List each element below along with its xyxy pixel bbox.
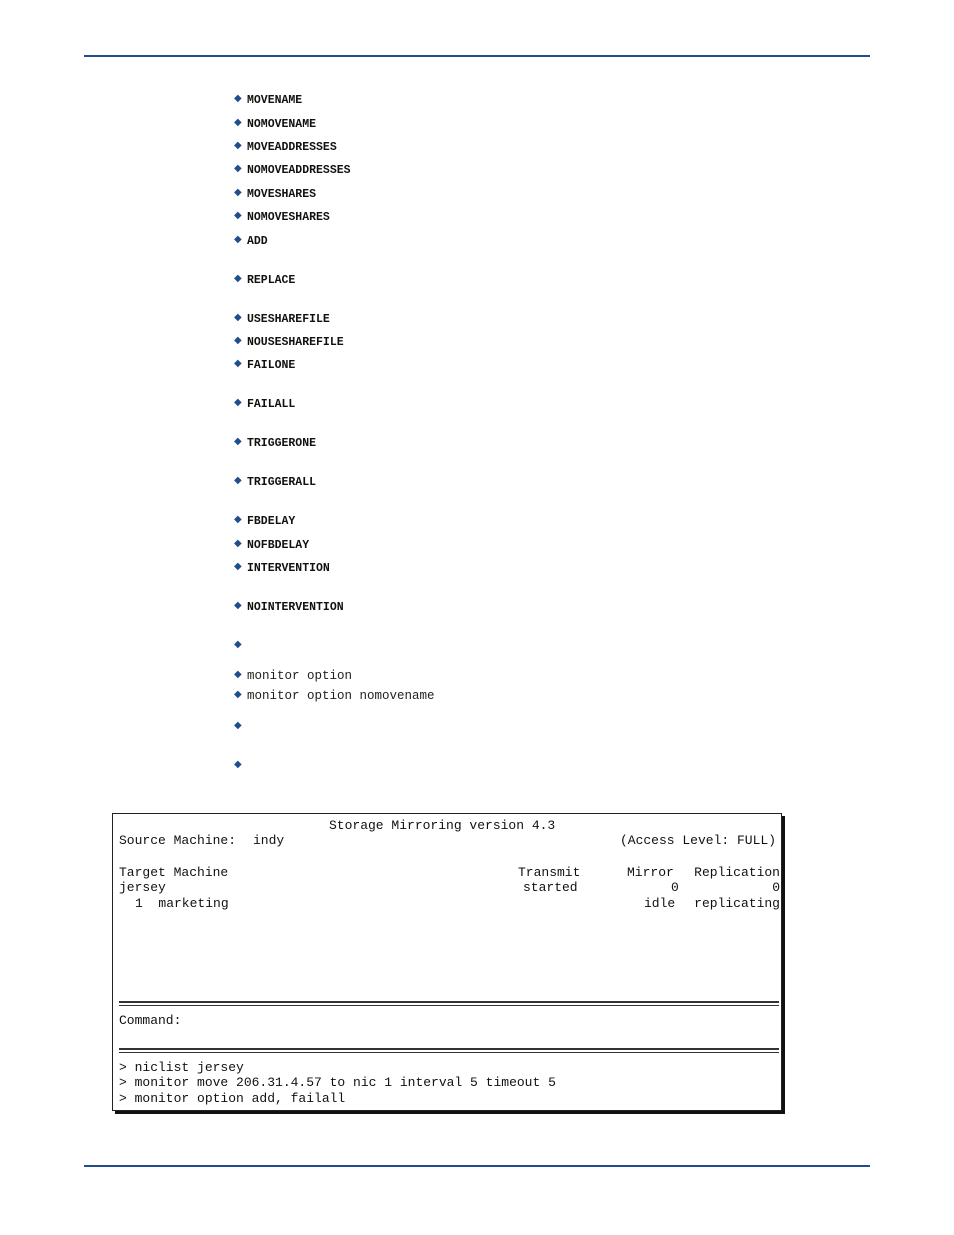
diamond-bullet-icon: ◆	[234, 436, 242, 447]
command-example: monitor option nomovename	[247, 689, 435, 703]
list-item	[234, 161, 351, 177]
diamond-bullet-icon: ◆	[234, 689, 242, 700]
separator-line	[119, 1001, 779, 1006]
option-keyword: TRIGGERALL	[247, 476, 317, 489]
option-keyword: NOINTERVENTION	[247, 601, 344, 614]
diamond-bullet-icon: ◆	[234, 561, 242, 572]
command-history-line: > monitor option add, failall	[119, 1091, 346, 1106]
list-item	[234, 138, 337, 154]
option-keyword: TRIGGERONE	[247, 437, 317, 450]
diamond-bullet-icon: ◆	[234, 759, 242, 770]
list-item	[234, 91, 302, 107]
list-item	[234, 232, 268, 248]
list-item	[234, 536, 309, 552]
option-keyword: INTERVENTION	[247, 562, 330, 575]
column-mirror: Mirror	[627, 865, 674, 880]
option-keyword: MOVENAME	[247, 94, 303, 107]
list-item	[234, 512, 295, 528]
target-replication-value: 0	[772, 880, 780, 895]
list-item	[234, 395, 295, 411]
command-prompt-label: Command:	[119, 1013, 182, 1028]
target-machine-name: jersey	[119, 880, 166, 895]
diamond-bullet-icon: ◆	[234, 187, 242, 198]
diamond-bullet-icon: ◆	[234, 669, 242, 680]
diamond-bullet-icon: ◆	[234, 600, 242, 611]
diamond-bullet-icon: ◆	[234, 358, 242, 369]
command-example: monitor option	[247, 669, 353, 683]
diamond-bullet-icon: ◆	[234, 117, 242, 128]
source-machine-value: indy	[253, 833, 285, 848]
list-item	[234, 559, 330, 575]
list-item	[234, 757, 247, 773]
source-machine-label: Source Machine:	[119, 833, 237, 848]
list-item	[234, 310, 330, 326]
footer-rule	[84, 1165, 870, 1167]
column-target-machine: Target Machine	[119, 865, 229, 880]
command-history-line: > monitor move 206.31.4.57 to nic 1 interval 5 timeout 5	[119, 1075, 556, 1090]
option-list	[234, 0, 834, 800]
access-level: (Access Level: FULL)	[619, 833, 776, 848]
diamond-bullet-icon: ◆	[234, 273, 242, 284]
replication-set-mirror: idle	[644, 896, 676, 911]
option-keyword: FAILONE	[247, 359, 296, 372]
command-history-line: > niclist jersey	[119, 1060, 244, 1075]
replication-set-replication: replicating	[694, 896, 780, 911]
diamond-bullet-icon: ◆	[234, 234, 242, 245]
target-mirror-value: 0	[671, 880, 679, 895]
option-keyword: REPLACE	[247, 274, 296, 287]
list-item	[234, 687, 435, 703]
diamond-bullet-icon: ◆	[234, 140, 242, 151]
diamond-bullet-icon: ◆	[234, 93, 242, 104]
list-item	[234, 115, 316, 131]
option-keyword: MOVESHARES	[247, 188, 317, 201]
list-item	[234, 598, 344, 614]
list-item	[234, 271, 295, 287]
separator-line	[119, 1048, 779, 1053]
list-item	[234, 356, 295, 372]
list-item	[234, 208, 330, 224]
option-keyword: USESHAREFILE	[247, 313, 330, 326]
list-item	[234, 185, 316, 201]
diamond-bullet-icon: ◆	[234, 312, 242, 323]
column-transmit: Transmit	[518, 865, 581, 880]
diamond-bullet-icon: ◆	[234, 397, 242, 408]
option-keyword: FAILALL	[247, 398, 296, 411]
diamond-bullet-icon: ◆	[234, 720, 242, 731]
option-keyword: NOMOVENAME	[247, 118, 317, 131]
diamond-bullet-icon: ◆	[234, 475, 242, 486]
option-keyword: NOMOVESHARES	[247, 211, 330, 224]
diamond-bullet-icon: ◆	[234, 514, 242, 525]
diamond-bullet-icon: ◆	[234, 210, 242, 221]
diamond-bullet-icon: ◆	[234, 335, 242, 346]
option-keyword: MOVEADDRESSES	[247, 141, 337, 154]
target-transmit-status: started	[523, 880, 578, 895]
option-keyword: NOUSESHAREFILE	[247, 336, 344, 349]
list-item	[234, 667, 352, 683]
list-item	[234, 434, 316, 450]
diamond-bullet-icon: ◆	[234, 538, 242, 549]
diamond-bullet-icon: ◆	[234, 163, 242, 174]
replication-set-item: 1 marketing	[135, 896, 229, 911]
list-item	[234, 718, 247, 734]
column-replication: Replication	[694, 865, 780, 880]
list-item	[234, 333, 344, 349]
list-item	[234, 473, 316, 489]
console-screenshot	[112, 813, 782, 1111]
list-item	[234, 637, 247, 653]
option-keyword: NOFBDELAY	[247, 539, 310, 552]
option-keyword: ADD	[247, 235, 268, 248]
diamond-bullet-icon: ◆	[234, 639, 242, 650]
option-keyword: FBDELAY	[247, 515, 296, 528]
option-keyword: NOMOVEADDRESSES	[247, 164, 351, 177]
console-title: Storage Mirroring version 4.3	[329, 818, 556, 833]
